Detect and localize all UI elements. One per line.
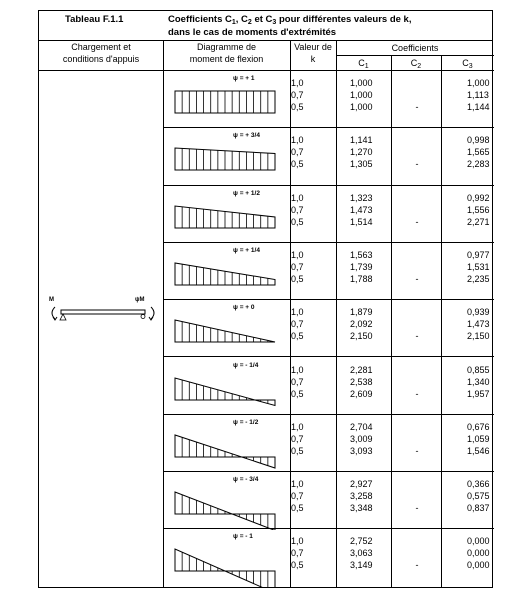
- table-row: [163, 186, 494, 243]
- k-value: 0,7: [291, 204, 304, 215]
- k-value: 0,5: [291, 159, 304, 170]
- k-value: 1,0: [291, 364, 304, 375]
- c3-value: 2,235: [467, 273, 490, 284]
- c3-value: 1,340: [467, 376, 490, 387]
- table-row: [163, 358, 494, 415]
- c1-value: 1,563: [350, 249, 373, 260]
- header-c3: $C_3$: [441, 56, 494, 71]
- c2-value: -: [415, 388, 419, 399]
- c3-value: 1,113: [467, 90, 489, 100]
- k-value: 0,5: [291, 102, 304, 112]
- c1-value: 1,000: [350, 78, 373, 88]
- c1-value: 1,788: [350, 273, 373, 284]
- moment-diagram: [171, 486, 281, 530]
- coefficients-table: [38, 10, 493, 588]
- c1-value: 1,879: [350, 307, 373, 318]
- psi-ratio-label: ψ = + 3/4: [233, 132, 260, 140]
- c3-value: 0,676: [467, 421, 490, 432]
- k-value: 0,7: [291, 433, 304, 444]
- k-value: 0,5: [291, 273, 304, 284]
- psi-ratio-label: ψ = - 1/4: [233, 361, 259, 369]
- c2-value: -: [415, 331, 419, 342]
- c3-value: 1,144: [467, 102, 490, 112]
- c3-value: 0,837: [467, 503, 490, 514]
- k-value: 0,7: [291, 90, 304, 100]
- c3-value: 2,271: [467, 216, 490, 227]
- header-k: Valeur de k: [290, 41, 336, 71]
- c1-value: 1,000: [350, 90, 373, 100]
- c3-value: 0,000: [467, 548, 490, 559]
- psi-ratio-label: ψ = + 1: [233, 75, 255, 82]
- c3-value: 0,366: [467, 479, 490, 490]
- k-value: 1,0: [291, 479, 304, 490]
- c1-value: 1,000: [350, 102, 373, 112]
- k-value: 0,5: [291, 560, 304, 571]
- divider: [336, 55, 494, 56]
- k-value: 0,7: [291, 319, 304, 330]
- moment-diagram-outline: [175, 492, 275, 530]
- k-value: 0,5: [291, 445, 304, 456]
- moment-diagram: [171, 314, 281, 358]
- c1-value: 1,141: [350, 135, 373, 146]
- header-c2: $C_2$: [391, 56, 441, 71]
- beam-right-moment-label: ψM: [135, 297, 145, 303]
- k-value: 0,7: [291, 376, 304, 387]
- c1-value: 1,514: [350, 216, 373, 227]
- c1-value: 1,270: [350, 147, 373, 158]
- c3-value: 1,531: [467, 261, 490, 272]
- c3-value: 1,473: [467, 319, 490, 330]
- c3-value: 0,000: [467, 536, 490, 547]
- table-row: [163, 472, 494, 529]
- c1-value: 3,348: [350, 503, 373, 514]
- c1-value: 2,150: [350, 331, 373, 342]
- c1-value: 2,752: [350, 536, 373, 547]
- c1-value: 1,739: [350, 261, 373, 272]
- c3-value: 1,000: [467, 78, 490, 88]
- header-diagram: Diagramme de moment de flexion: [163, 41, 290, 71]
- header-coefficients: Coefficients: [336, 41, 494, 56]
- c2-value: -: [415, 445, 419, 456]
- c3-value: 0,977: [467, 249, 490, 260]
- moment-diagram: [171, 142, 281, 186]
- caption-line-2: dans le cas de moments d'extrémités: [168, 27, 337, 38]
- c3-value: 0,575: [467, 491, 490, 502]
- c3-value: 1,556: [467, 204, 490, 215]
- k-value: 1,0: [291, 307, 304, 318]
- c1-value: 3,093: [350, 445, 373, 456]
- c3-value: 0,000: [467, 560, 490, 571]
- k-value: 1,0: [291, 249, 304, 260]
- c3-value: 0,998: [467, 135, 490, 146]
- k-value: 0,5: [291, 331, 304, 342]
- header-c1: $C_1$: [336, 56, 391, 71]
- table-label: Tableau F.1.1: [65, 14, 124, 25]
- moment-diagram: [171, 85, 281, 129]
- c1-value: 1,305: [350, 159, 373, 170]
- c2-value: -: [415, 503, 419, 514]
- c3-value: 2,283: [467, 159, 490, 170]
- table-caption: [39, 11, 492, 41]
- moment-diagram: [171, 429, 281, 473]
- k-value: 0,5: [291, 388, 304, 399]
- psi-ratio-label: ψ = + 1/2: [233, 189, 260, 197]
- c1-value: 2,538: [350, 376, 373, 387]
- table-row: [163, 300, 494, 357]
- c1-value: 3,063: [350, 548, 373, 559]
- c3-value: 0,939: [467, 307, 490, 318]
- c1-value: 1,323: [350, 192, 373, 203]
- beam-left-moment-label: M: [49, 297, 54, 303]
- moment-diagram: [171, 200, 281, 244]
- psi-ratio-label: ψ = - 1/2: [233, 418, 259, 426]
- c1-value: 2,281: [350, 364, 373, 375]
- table-row: [163, 128, 494, 185]
- c3-value: 0,855: [467, 364, 490, 375]
- table-row: [163, 71, 494, 128]
- k-value: 1,0: [291, 421, 304, 432]
- c2-value: -: [415, 216, 419, 227]
- c3-value: 1,565: [467, 147, 490, 158]
- c1-value: 2,092: [350, 319, 373, 330]
- c2-value: -: [415, 159, 419, 170]
- k-value: 1,0: [291, 192, 304, 203]
- c1-value: 2,704: [350, 421, 373, 432]
- caption-line-1: Coefficients $C_1$, $C_2$ et $C_3$ pour différentes valeurs de k,: [168, 14, 412, 26]
- psi-ratio-label: ψ = - 1: [233, 533, 253, 541]
- moment-diagram-outline: [175, 549, 275, 587]
- c3-value: 1,059: [467, 433, 490, 444]
- k-value: 0,5: [291, 503, 304, 514]
- k-value: 0,7: [291, 491, 304, 502]
- moment-diagram: [171, 372, 281, 416]
- c1-value: 2,609: [350, 388, 373, 399]
- psi-ratio-label: ψ = + 0: [233, 304, 255, 312]
- table-row: [163, 415, 494, 472]
- c3-value: 1,957: [467, 388, 490, 399]
- c1-value: 3,009: [350, 433, 373, 444]
- table-row: [163, 529, 494, 586]
- c1-value: 3,149: [350, 560, 373, 571]
- c3-value: 1,546: [467, 445, 490, 456]
- c1-value: 3,258: [350, 491, 373, 502]
- k-value: 1,0: [291, 135, 304, 146]
- c3-value: 0,992: [467, 192, 490, 203]
- k-value: 0,5: [291, 216, 304, 227]
- k-value: 0,7: [291, 261, 304, 272]
- c2-value: -: [415, 273, 419, 284]
- c3-value: 2,150: [467, 331, 490, 342]
- moment-diagram: [171, 543, 281, 587]
- c1-value: 1,473: [350, 204, 373, 215]
- c1-value: 2,927: [350, 479, 373, 490]
- k-value: 1,0: [291, 536, 304, 547]
- psi-ratio-label: ψ = - 3/4: [233, 476, 259, 484]
- c2-value: -: [415, 560, 419, 571]
- table-row: [163, 243, 494, 300]
- k-value: 1,0: [291, 78, 304, 88]
- c2-value: -: [415, 102, 419, 112]
- header-loading: Chargement et conditions d'appuis: [39, 41, 163, 71]
- psi-ratio-label: ψ = + 1/4: [233, 246, 260, 254]
- k-value: 0,7: [291, 548, 304, 559]
- simply-supported-beam-icon: [47, 293, 159, 333]
- k-value: 0,7: [291, 147, 304, 158]
- moment-diagram: [171, 257, 281, 301]
